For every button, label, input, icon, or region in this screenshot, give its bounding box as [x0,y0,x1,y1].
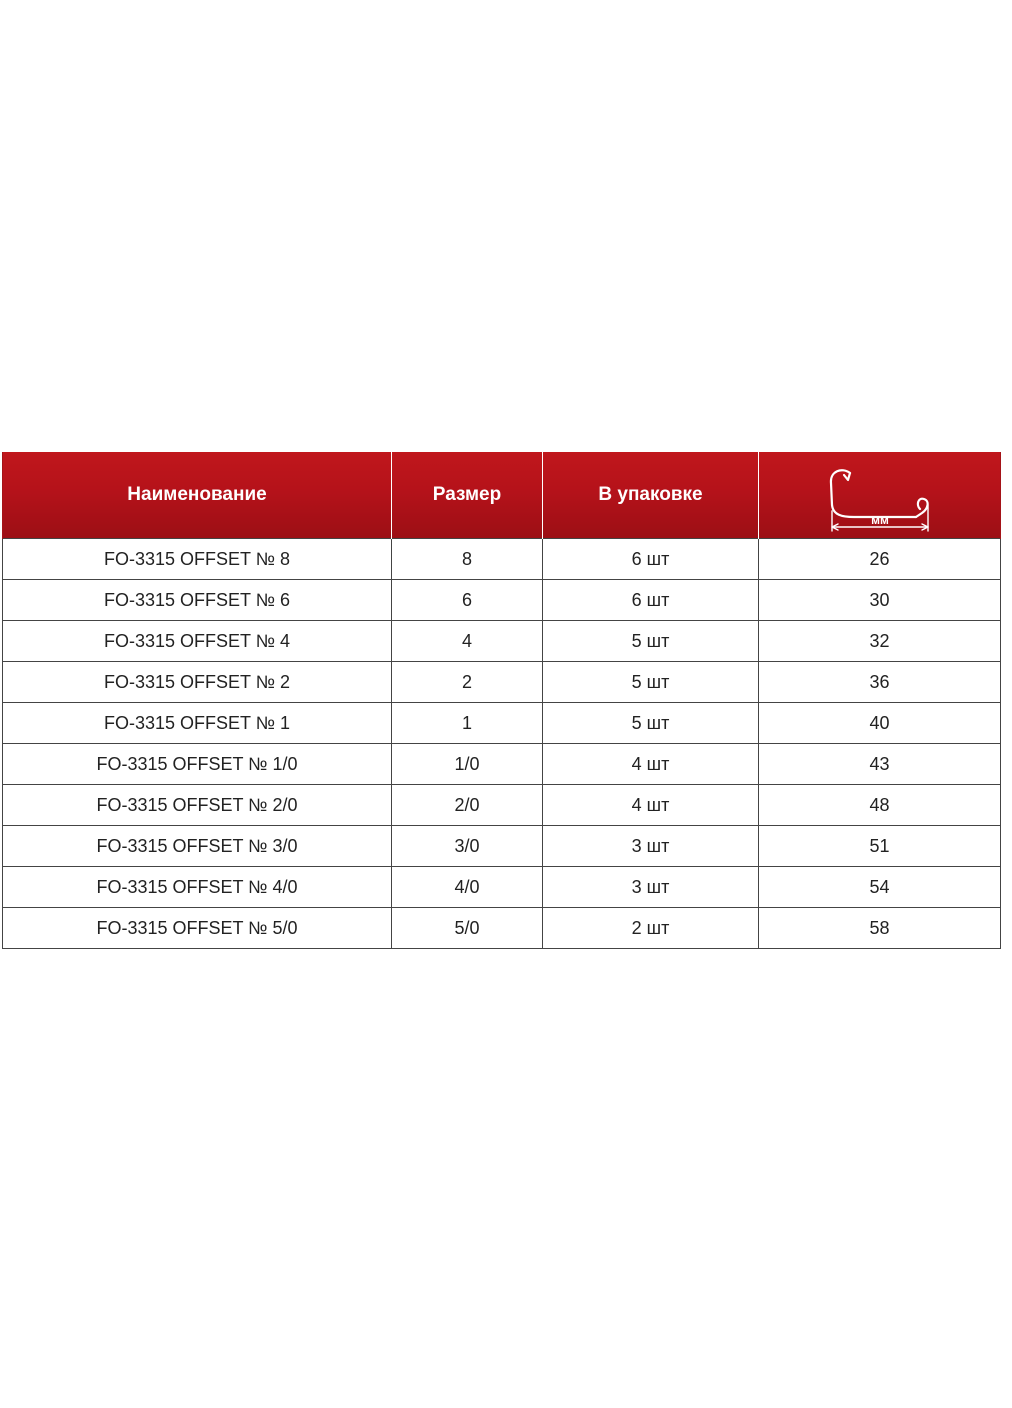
fishing-hook-icon [820,455,940,535]
table-body [3,539,1001,949]
cell-name: FO-3315 OFFSET № 2/0 [3,785,392,826]
cell-size: 1/0 [392,744,543,785]
cell-pack: 5 шт [543,703,759,744]
cell-size: 4/0 [392,867,543,908]
cell-length: 40 [759,703,1001,744]
cell-name: FO-3315 OFFSET № 1/0 [3,744,392,785]
table-row [3,539,1001,580]
table-row [3,785,1001,826]
cell-pack: 4 шт [543,744,759,785]
cell-pack: 5 шт [543,621,759,662]
cell-name: FO-3315 OFFSET № 1 [3,703,392,744]
cell-pack: 2 шт [543,908,759,949]
cell-length: 26 [759,539,1001,580]
cell-size: 1 [392,703,543,744]
cell-size: 8 [392,539,543,580]
table-row [3,580,1001,621]
cell-length: 54 [759,867,1001,908]
cell-pack: 4 шт [543,785,759,826]
cell-size: 5/0 [392,908,543,949]
cell-size: 2 [392,662,543,703]
header-size: Размер [392,452,543,539]
cell-pack: 6 шт [543,580,759,621]
table-row [3,744,1001,785]
cell-size: 3/0 [392,826,543,867]
cell-pack: 3 шт [543,867,759,908]
table-header [3,452,1001,539]
cell-name: FO-3315 OFFSET № 8 [3,539,392,580]
cell-size: 4 [392,621,543,662]
cell-name: FO-3315 OFFSET № 4/0 [3,867,392,908]
header-row [3,452,1001,539]
cell-length: 48 [759,785,1001,826]
cell-size: 2/0 [392,785,543,826]
table-row [3,908,1001,949]
header-pack: В упаковке [543,452,759,539]
hooks-spec-table [2,452,1001,949]
cell-length: 58 [759,908,1001,949]
table-row [3,621,1001,662]
cell-name: FO-3315 OFFSET № 5/0 [3,908,392,949]
table-row [3,703,1001,744]
cell-name: FO-3315 OFFSET № 4 [3,621,392,662]
cell-length: 36 [759,662,1001,703]
cell-size: 6 [392,580,543,621]
cell-name: FO-3315 OFFSET № 2 [3,662,392,703]
cell-pack: 5 шт [543,662,759,703]
length-unit-label: мм [870,513,889,527]
table-row [3,826,1001,867]
cell-name: FO-3315 OFFSET № 6 [3,580,392,621]
cell-length: 30 [759,580,1001,621]
cell-length: 43 [759,744,1001,785]
header-name: Наименование [3,452,392,539]
hooks-spec-table-wrapper [2,452,1000,949]
cell-length: 32 [759,621,1001,662]
table-row [3,867,1001,908]
cell-name: FO-3315 OFFSET № 3/0 [3,826,392,867]
header-length [759,452,1001,539]
cell-length: 51 [759,826,1001,867]
cell-pack: 6 шт [543,539,759,580]
cell-pack: 3 шт [543,826,759,867]
table-row [3,662,1001,703]
